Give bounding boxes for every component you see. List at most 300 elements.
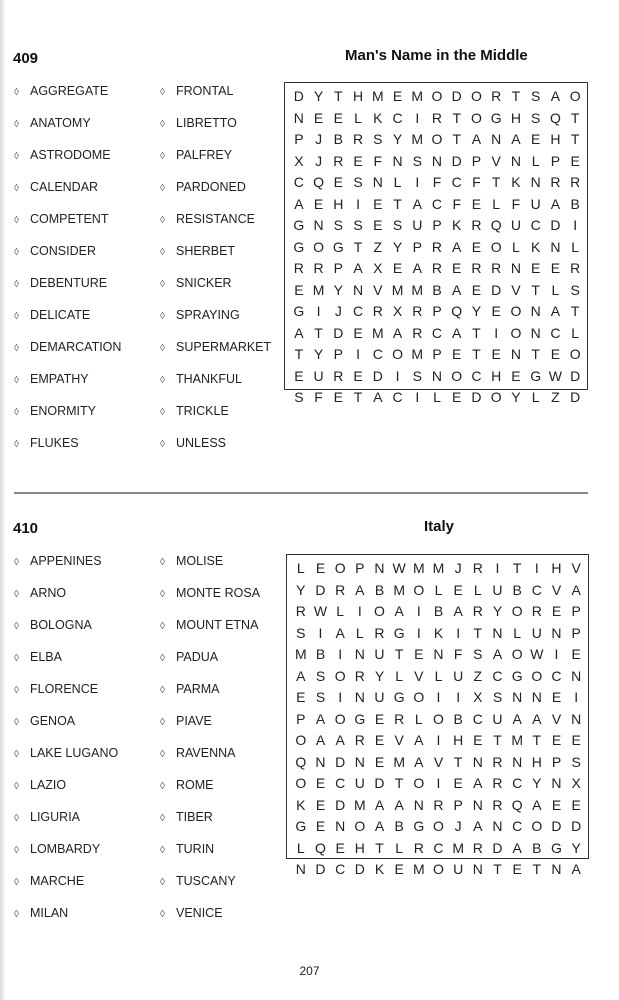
grid-cell: D [335, 796, 346, 813]
diamond-bullet-icon: ◊ [14, 87, 19, 98]
grid-cell: T [491, 174, 501, 190]
word-list-item [160, 842, 214, 856]
grid-cell: G [551, 839, 562, 856]
grid-cell: G [393, 624, 405, 641]
grid-cell: C [392, 109, 403, 126]
grid-cell: E [550, 260, 561, 276]
grid-cell: P [550, 152, 561, 169]
grid-cell: G [511, 667, 523, 684]
grid-cell: E [315, 818, 326, 834]
grid-cell: F [452, 195, 461, 212]
grid-cell: D [570, 389, 581, 405]
grid-cell: E [551, 603, 562, 619]
grid-cell: C [431, 195, 443, 212]
grid-cell: N [530, 324, 541, 341]
grid-cell: G [354, 710, 366, 727]
grid-cell: C [530, 217, 541, 233]
diamond-bullet-icon: ◊ [160, 845, 165, 856]
grid-cell: N [571, 667, 582, 684]
grid-cell: Q [315, 839, 326, 856]
grid-cell: P [432, 217, 442, 233]
grid-cell: Y [296, 581, 306, 598]
diamond-bullet-icon: ◊ [14, 685, 19, 696]
word-list-item [14, 340, 121, 354]
grid-cell: A [335, 624, 345, 641]
grid-cell: F [453, 646, 463, 662]
grid-cell: O [413, 689, 425, 705]
grid-cell: L [354, 109, 362, 126]
grid-cell: K [373, 109, 383, 126]
grid-cell: L [512, 238, 520, 255]
grid-cell: M [353, 796, 366, 813]
word-label: LOMBARDY [30, 842, 101, 856]
grid-cell: B [315, 646, 326, 662]
word-list-item [160, 618, 258, 632]
diamond-bullet-icon: ◊ [14, 813, 19, 824]
grid-cell: G [295, 818, 307, 834]
grid-cell: E [374, 732, 385, 748]
grid-cell: H [550, 131, 561, 147]
grid-cell: R [354, 732, 365, 748]
word-list-item [160, 404, 229, 418]
grid-cell: A [471, 131, 482, 147]
grid-cell: X [473, 689, 483, 705]
grid-cell: L [395, 839, 404, 856]
grid-cell: R [412, 324, 423, 341]
grid-cell: S [570, 281, 580, 298]
word-label: FLUKES [30, 436, 79, 450]
diamond-bullet-icon: ◊ [160, 653, 165, 664]
diamond-bullet-icon: ◊ [14, 781, 19, 792]
grid-cell: I [356, 346, 360, 362]
grid-cell: J [315, 152, 323, 169]
diamond-bullet-icon: ◊ [14, 151, 19, 162]
word-label: TRICKLE [176, 404, 229, 418]
grid-cell: A [532, 710, 542, 727]
grid-cell: A [315, 710, 326, 727]
word-list-item [160, 554, 223, 568]
grid-cell: I [415, 109, 420, 126]
word-label: DEBENTURE [30, 276, 108, 290]
word-list-item [14, 714, 75, 728]
grid-cell: N [551, 861, 562, 877]
grid-cell: D [571, 818, 582, 834]
word-label: MONTE ROSA [176, 586, 261, 600]
diamond-bullet-icon: ◊ [160, 909, 165, 920]
grid-cell: I [316, 303, 321, 319]
grid-cell: D [551, 818, 562, 834]
word-list-item [14, 180, 98, 194]
grid-cell: T [473, 624, 483, 641]
diamond-bullet-icon: ◊ [160, 557, 165, 568]
word-label: ROME [176, 778, 214, 792]
grid-cell: Y [313, 346, 324, 362]
grid-cell: P [294, 131, 304, 147]
grid-cell: G [530, 367, 542, 384]
word-label: TUSCANY [176, 874, 236, 888]
word-list-item [160, 308, 240, 322]
grid-cell: B [432, 281, 442, 298]
grid-cell: G [332, 238, 344, 255]
grid-cell: E [374, 710, 385, 727]
grid-cell: K [374, 861, 385, 877]
grid-cell: R [352, 131, 364, 147]
grid-cell: O [334, 560, 346, 576]
grid-cell: P [471, 152, 482, 169]
grid-cell: W [313, 603, 328, 619]
grid-cell: N [293, 109, 304, 126]
diamond-bullet-icon: ◊ [160, 183, 165, 194]
word-label: CONSIDER [30, 244, 96, 258]
grid-cell: U [530, 195, 541, 212]
grid-cell: F [314, 389, 323, 405]
grid-cell: S [412, 152, 422, 169]
puzzle-number: 409 [13, 50, 39, 67]
grid-cell: Q [490, 217, 502, 233]
diamond-bullet-icon: ◊ [160, 717, 165, 728]
word-list-item [160, 810, 213, 824]
grid-cell: T [531, 346, 540, 362]
grid-cell: F [373, 152, 383, 169]
grid-cell: T [511, 88, 521, 104]
grid-cell: A [571, 581, 581, 598]
grid-cell: A [452, 324, 462, 341]
grid-cell: V [373, 281, 383, 298]
grid-cell: I [494, 324, 499, 341]
grid-cell: M [412, 861, 425, 877]
grid-cell: E [471, 195, 482, 212]
grid-cell: K [433, 624, 444, 641]
grid-cell: D [374, 775, 385, 791]
grid-cell: R [295, 603, 306, 619]
word-list-item [160, 372, 242, 386]
word-label: APPENINES [30, 554, 102, 568]
grid-cell: R [313, 260, 324, 276]
grid-cell: A [374, 818, 385, 834]
grid-cell: B [570, 195, 580, 212]
grid-cell: Z [373, 238, 383, 255]
grid-cell: N [374, 560, 385, 576]
grid-cell: C [531, 581, 542, 598]
grid-cell: O [490, 238, 502, 255]
grid-cell: I [534, 560, 539, 576]
grid-cell: E [333, 174, 343, 190]
diamond-bullet-icon: ◊ [160, 247, 165, 258]
grid-cell: I [456, 689, 461, 705]
letter-grid [284, 82, 588, 405]
grid-cell: I [415, 174, 420, 190]
word-label: LIGURIA [30, 810, 81, 824]
grid-cell: O [334, 710, 346, 727]
word-list-item [14, 778, 66, 792]
grid-cell: A [414, 732, 424, 748]
grid-cell: W [530, 646, 544, 662]
grid-cell: D [451, 88, 462, 104]
word-list-item [14, 874, 84, 888]
grid-cell: U [374, 646, 385, 662]
grid-cell: R [492, 775, 503, 791]
diamond-bullet-icon: ◊ [14, 119, 19, 130]
grid-cell: D [471, 389, 482, 405]
grid-cell: Y [492, 603, 503, 619]
grid-cell: I [573, 217, 578, 233]
grid-cell: S [571, 753, 581, 770]
grid-cell: R [431, 109, 443, 126]
word-label: UNLESS [176, 436, 227, 450]
grid-cell: S [492, 689, 503, 705]
grid-cell: D [315, 581, 326, 598]
grid-cell: V [433, 753, 444, 770]
word-list-item [160, 116, 237, 130]
grid-cell: I [338, 689, 343, 705]
grid-cell: R [431, 238, 443, 255]
grid-cell: E [392, 260, 403, 276]
grid-cell: R [550, 174, 561, 190]
grid-cell: P [355, 560, 365, 576]
grid-cell: Y [392, 131, 403, 147]
grid-cell: Q [451, 303, 463, 319]
grid-cell: E [491, 346, 501, 362]
grid-cell: U [354, 775, 365, 791]
grid-cell: L [355, 624, 364, 641]
grid-cell: I [395, 367, 400, 384]
grid-cell: A [550, 88, 561, 104]
grid-cell: C [352, 303, 364, 319]
word-label: PALFREY [176, 148, 233, 162]
word-label: ARNO [30, 586, 67, 600]
grid-cell: R [472, 603, 483, 619]
grid-cell: E [453, 581, 463, 598]
grid-cell: C [512, 818, 523, 834]
grid-cell: O [392, 346, 403, 362]
grid-cell: J [454, 560, 462, 576]
word-label: CALENDAR [30, 180, 99, 194]
grid-cell: O [431, 88, 443, 104]
word-label: EMPATHY [30, 372, 89, 386]
grid-cell: S [473, 646, 483, 662]
grid-cell: D [333, 324, 344, 341]
diamond-bullet-icon: ◊ [14, 749, 19, 760]
grid-cell: E [315, 775, 326, 791]
diamond-bullet-icon: ◊ [14, 557, 19, 568]
grid-cell: L [395, 667, 404, 684]
word-label: SNICKER [176, 276, 232, 290]
diamond-bullet-icon: ◊ [14, 279, 19, 290]
word-label: ASTRODOME [30, 148, 111, 162]
word-label: ENORMITY [30, 404, 96, 418]
grid-cell: N [551, 775, 562, 791]
grid-cell: I [357, 603, 362, 619]
grid-cell: V [414, 667, 424, 684]
grid-cell: I [436, 689, 441, 705]
grid-cell: R [570, 260, 581, 276]
diamond-bullet-icon: ◊ [160, 685, 165, 696]
grid-cell: T [493, 861, 502, 877]
word-list-item [14, 906, 68, 920]
grid-cell: T [570, 109, 580, 126]
grid-cell: B [333, 131, 343, 147]
grid-cell: E [333, 389, 343, 405]
grid-cell: S [412, 367, 422, 384]
grid-cell: M [371, 88, 384, 104]
grid-cell: M [391, 281, 404, 298]
grid-cell: L [434, 581, 443, 598]
grid-cell: E [333, 109, 343, 126]
grid-cell: Y [571, 839, 581, 856]
word-list-item [14, 116, 91, 130]
word-label: TURIN [176, 842, 215, 856]
grid-cell: E [471, 281, 482, 298]
diamond-bullet-icon: ◊ [14, 375, 19, 386]
grid-cell: S [353, 174, 363, 190]
grid-cell: S [530, 109, 541, 126]
grid-cell: E [471, 238, 482, 255]
diamond-bullet-icon: ◊ [14, 343, 19, 354]
grid-cell: P [453, 796, 463, 813]
grid-cell: P [551, 753, 562, 770]
grid-cell: Y [313, 88, 324, 104]
word-label: COMPETENT [30, 212, 109, 226]
grid-cell: D [293, 88, 304, 104]
grid-cell: I [356, 195, 360, 212]
word-list-item [14, 586, 66, 600]
word-label: GENOA [30, 714, 76, 728]
diamond-bullet-icon: ◊ [160, 375, 165, 386]
word-label: DELICATE [30, 308, 91, 322]
grid-cell: C [551, 667, 562, 684]
diamond-bullet-icon: ◊ [160, 877, 165, 888]
word-list-item [160, 874, 236, 888]
grid-cell: L [336, 603, 345, 619]
grid-cell: J [454, 818, 462, 834]
grid-cell: R [472, 839, 483, 856]
diamond-bullet-icon: ◊ [14, 247, 19, 258]
grid-cell: P [432, 346, 442, 362]
grid-cell: S [530, 88, 541, 104]
grid-cell: A [296, 667, 306, 684]
grid-cell: M [312, 281, 325, 298]
grid-cell: K [452, 217, 462, 233]
word-list-item [14, 212, 108, 226]
grid-cell: T [472, 346, 481, 362]
word-list-item [14, 84, 108, 98]
word-list-item [160, 714, 212, 728]
word-list-item [14, 682, 98, 696]
grid-cell: T [294, 346, 304, 362]
grid-cell: E [394, 861, 404, 877]
grid-cell: X [294, 152, 304, 169]
grid-cell: V [551, 581, 562, 598]
grid-cell: M [412, 560, 425, 576]
word-label: MILAN [30, 906, 69, 920]
word-list-item [14, 148, 111, 162]
grid-cell: N [530, 174, 541, 190]
grid-cell: R [471, 260, 482, 276]
section-divider [14, 492, 588, 494]
grid-cell: D [335, 753, 346, 770]
grid-cell: C [335, 861, 346, 877]
grid-cell: C [471, 367, 482, 384]
grid-cell: A [394, 603, 404, 619]
diamond-bullet-icon: ◊ [160, 215, 165, 226]
grid-cell: O [433, 710, 444, 727]
page-number: 207 [299, 964, 320, 978]
grid-cell: Y [374, 667, 385, 684]
grid-cell: I [574, 689, 579, 705]
grid-cell: N [472, 753, 483, 770]
grid-cell: W [392, 560, 406, 576]
diamond-bullet-icon: ◊ [160, 621, 165, 632]
grid-cell: G [490, 109, 502, 126]
grid-cell: L [433, 389, 441, 405]
grid-cell: R [492, 753, 503, 770]
grid-cell: A [512, 839, 522, 856]
grid-cell: O [313, 238, 325, 255]
diamond-bullet-icon: ◊ [14, 877, 19, 888]
word-list-item [160, 906, 223, 920]
grid-cell: E [452, 260, 462, 276]
grid-cell: O [490, 389, 502, 405]
word-list-item [14, 404, 96, 418]
grid-cell: A [355, 581, 365, 598]
grid-cell: R [491, 260, 502, 276]
word-label: MOUNT ETNA [176, 618, 259, 632]
grid-cell: E [353, 367, 363, 384]
grid-cell: S [392, 217, 403, 233]
grid-cell: U [510, 217, 521, 233]
grid-cell: C [472, 710, 483, 727]
grid-cell: I [416, 624, 421, 641]
grid-cell: E [392, 88, 403, 104]
grid-cell: T [452, 131, 461, 147]
grid-cell: E [453, 775, 463, 791]
diamond-bullet-icon: ◊ [160, 781, 165, 792]
grid-cell: L [571, 324, 580, 341]
diamond-bullet-icon: ◊ [160, 407, 165, 418]
grid-cell: I [554, 646, 559, 662]
grid-cell: E [373, 217, 383, 233]
grid-cell: C [512, 775, 523, 791]
word-label: SHERBET [176, 244, 236, 258]
grid-cell: A [492, 646, 503, 662]
grid-cell: I [436, 775, 441, 791]
grid-cell: O [471, 109, 482, 126]
grid-cell: U [453, 667, 464, 684]
grid-cell: A [392, 324, 403, 341]
grid-cell: O [433, 818, 444, 834]
grid-cell: T [334, 88, 343, 104]
grid-cell: N [512, 753, 523, 770]
grid-cell: R [333, 152, 344, 169]
word-label: MARCHE [30, 874, 85, 888]
grid-cell: S [373, 131, 383, 147]
grid-cell: P [571, 603, 581, 619]
word-list-item [160, 746, 236, 760]
grid-cell: L [513, 624, 522, 641]
grid-cell: P [432, 303, 442, 319]
grid-cell: Y [333, 281, 343, 298]
grid-cell: R [491, 88, 502, 104]
grid-cell: H [354, 839, 365, 856]
grid-cell: C [293, 174, 304, 190]
grid-cell: G [293, 217, 305, 233]
grid-cell: N [433, 646, 444, 662]
grid-cell: O [295, 775, 307, 791]
diamond-bullet-icon: ◊ [160, 87, 165, 98]
word-label: LAKE LUGANO [30, 746, 119, 760]
grid-cell: A [550, 303, 561, 319]
word-list-item [14, 746, 118, 760]
